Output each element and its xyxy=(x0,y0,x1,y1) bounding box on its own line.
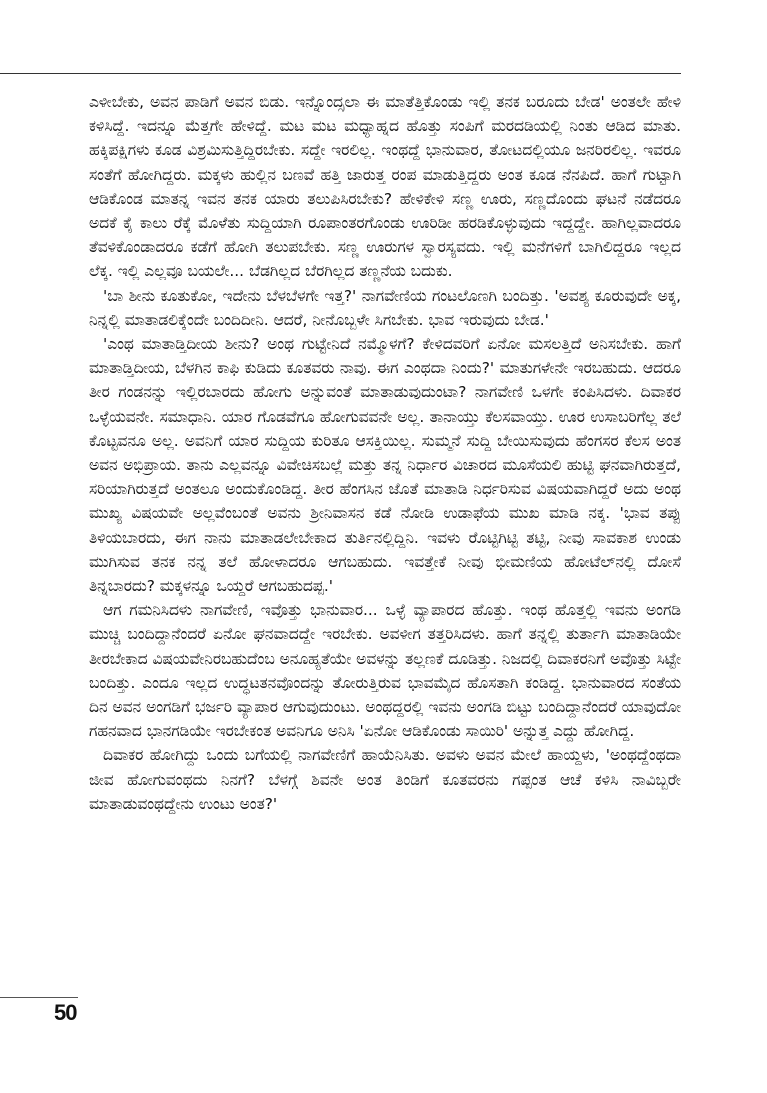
footer-rule xyxy=(0,997,78,998)
paragraph-5: ದಿವಾಕರ ಹೋಗಿದ್ದು ಒಂದು ಬಗೆಯಲ್ಲಿ ನಾಗವೇಣಿಗೆ ಹಾಯೆನಿಸಿತು. ಅವಳು ಅವನ ಮೇಲೆ ಹಾಯ್ದಳು, 'ಅಂಥದ್ದೆಂಥದಾ ಜೀವ ಹೋಗುವಂಥದು ನಿನಗೆ? ಬೆಳಗ್ಗೆ ಶಿವನೇ ಅಂತ ತಿಂಡಿಗೆ ಕೂತವರನು ಗಪ್ಪಂತ ಆಚೆ ಕಳಿಸಿ ನಾವಿಬ್ಬರೇ ಮಾತಾಡುವಂಥದ್ದೇನು ಉಂಟು ಅಂತ?' xyxy=(89,746,681,813)
paragraph-3: 'ಎಂಥ ಮಾತಾಡ್ತಿದೀಯ ಶೀನು? ಅಂಥ ಗುಟ್ಟೇನಿದೆ ನಮ್ಮೊಳಗೆ? ಕೇಳಿದವರಿಗೆ ಏನೋ ಮಸಲತ್ತಿದೆ ಅನಿಸಬೇಕು. ಹಾಗೆ ಮಾತಾಡ್ತಿದೀಯ, ಬೆಳಗಿನ ಕಾಫಿ ಕುಡಿದು ಕೂತವರು ನಾವು. ಈಗ ಎಂಥದಾ ನಿಂದು?' ಮಾತುಗಳೇನೇ ಇರಬಹುದು. ಆದರೂ ತೀರ ಗಂಡನನ್ನು ಇಲ್ಲಿರಬಾರದು ಹೋಗು ಅನ್ನುವಂತೆ ಮಾತಾಡುವುದುಂಟಾ? ನಾಗವೇಣಿ ಒಳಗೇ ಕಂಪಿಸಿದಳು. ದಿವಾಕರ ಒಳ್ಳೆಯವನೇ. ಸಮಾಧಾನಿ. ಯಾರ ಗೊಡವೆಗೂ ಹೋಗುವವನೇ ಅಲ್ಲ. ತಾನಾಯ್ತು ಕೆಲಸವಾಯ್ತು. ಊರ ಉಸಾಬರಿಗೆಲ್ಲ ತಲೆ ಕೊಟ್ಟವನೂ ಅಲ್ಲ. ಅವನಿಗೆ ಯಾರ ಸುದ್ದಿಯ ಕುರಿತೂ ಆಸಕ್ತಿಯಿಲ್ಲ. ಸುಮ್ಮನೆ ಸುದ್ದಿ ಬೇಯಿಸುವುದು ಹೆಂಗಸರ ಕೆಲಸ ಅಂತ ಅವನ ಅಭಿಪ್ರಾಯ. ತಾನು ಎಲ್ಲವನ್ನೂ ವಿವೇಚಿಸಬಲ್ಲೆ ಮತ್ತು ತನ್ನ ನಿರ್ಧಾರ ವಿಚಾರದ ಮೂಸೆಯಲಿ ಹುಟ್ಟಿ ಘನವಾಗಿರುತ್ತದೆ, ಸರಿಯಾಗಿರುತ್ತದೆ ಅಂತಲೂ ಅಂದುಕೊಂಡಿದ್ದ. ತೀರ ಹೆಂಗಸಿನ ಜೊತೆ ಮಾತಾಡಿ ನಿರ್ಧರಿಸುವ ವಿಷಯವಾಗಿದ್ದರೆ ಅದು ಅಂಥ ಮುಖ್ಯ ವಿಷಯವೇ ಅಲ್ಲವೆಂಬಂತೆ ಅವನು ಶ್ರೀನಿವಾಸನ ಕಡೆ ನೋಡಿ ಉಡಾಫೆಯ ಮುಖ ಮಾಡಿ ನಕ್ಕ. 'ಭಾವ ತಪ್ಪು ತಿಳಿಯಬಾರದು, ಈಗ ನಾನು ಮಾತಾಡಲೇಬೇಕಾದ ತುರ್ತಿನಲ್ಲಿದ್ದಿನಿ. ಇವಳು ರೊಟ್ಟಿಗಿಟ್ಟಿ ತಟ್ಟಿ, ನೀವು ಸಾವಕಾಶ ಉಂಡು ಮುಗಿಸುವ ತನಕ ನನ್ನ ತಲೆ ಹೋಳಾದರೂ ಆಗಬಹುದು. ಇವತ್ತೇಕೆ ನೀವು ಭೀಮಣಿಯ ಹೋಟೆಲ್‌ನಲ್ಲಿ ದೋಸೆ ತಿನ್ನಬಾರದು? ಮಕ್ಕಳನ್ನೂ ಒಯ್ದರೆ ಆಗಬಹುದಪ್ಪ.' xyxy=(89,335,681,596)
paragraph-2: 'ಬಾ ಶೀನು ಕೂತುಕೋ, ಇದೇನು ಬೆಳಬೆಳಗೇ ಇತ್ತ?' ನಾಗವೇಣಿಯ ಗಂಟಲೊಣಗಿ ಬಂದಿತ್ತು. 'ಅವಶ್ಯ ಕೂರುವುದೇ ಅಕ್ಕ, ನಿನ್ನಲ್ಲಿ ಮಾತಾಡಲಿಕ್ಕೆಂದೇ ಬಂದಿದೀನಿ. ಆದರೆ, ನೀನೊಬ್ಬಳೇ ಸಿಗಬೇಕು. ಭಾವ ಇರುವುದು ಬೇಡ.' xyxy=(89,286,681,329)
page-number: 50 xyxy=(54,1000,77,1025)
paragraph-4: ಆಗ ಗಮನಿಸಿದಳು ನಾಗವೇಣಿ, ಇವೊತ್ತು ಭಾನುವಾರ... ಒಳ್ಳೆ ವ್ಯಾಪಾರದ ಹೊತ್ತು. ಇಂಥ ಹೊತ್ತಲ್ಲಿ ಇವನು ಅಂಗಡಿ ಮುಚ್ಚಿ ಬಂದಿದ್ದಾನೆಂದರೆ ಏನೋ ಘನವಾದದ್ದೇ ಇರಬೇಕು. ಅವಳೀಗ ತತ್ತರಿಸಿದಳು. ಹಾಗೆ ತನ್ನಲ್ಲಿ ತುರ್ತಾಗಿ ಮಾತಾಡಿಯೇ ತೀರಬೇಕಾದ ವಿಷಯವೇನಿರಬಹುದೆಂಬ ಅನೂಹ್ಯತೆಯೇ ಅವಳನ್ನು ತಲ್ಲಣಕೆ ದೂಡಿತ್ತು. ನಿಜದಲ್ಲಿ ದಿವಾಕರನಿಗೆ ಅವೊತ್ತು ಸಿಟ್ಟೇ ಬಂದಿತ್ತು. ಎಂದೂ ಇಲ್ಲದ ಉದ್ಧಟತನವೊಂದನ್ನು ತೋರುತ್ತಿರುವ ಭಾವಮೈದ ಹೊಸತಾಗಿ ಕಂಡಿದ್ದ. ಭಾನುವಾರದ ಸಂತೆಯ ದಿನ ಅವನ ಅಂಗಡಿಗೆ ಭರ್ಜರಿ ವ್ಯಾಪಾರ ಆಗುವುದುಂಟು. ಅಂಥದ್ದರಲ್ಲಿ ಇವನು ಅಂಗಡಿ ಬಿಟ್ಟು ಬಂದಿದ್ದಾನೆಂದರೆ ಯಾವುದೋ ಗಹನವಾದ ಭಾನಗಡಿಯೇ ಇರಬೇಕಂತ ಅವನಿಗೂ ಅನಿಸಿ 'ಏನೋ ಆಡಿಕೊಂಡು ಸಾಯಿರಿ' ಅನ್ನುತ್ತ ಎದ್ದು ಹೋಗಿದ್ದ. xyxy=(89,601,681,741)
header-rule xyxy=(0,73,681,74)
page-body xyxy=(89,90,681,816)
paragraph-1: ಎಳೀಬೇಕು, ಅವನ ಪಾಡಿಗೆ ಅವನ ಬಿಡು. ಇನ್ನೊಂದ್ಸಲಾ ಈ ಮಾತೆತ್ತಿಕೊಂಡು ಇಲ್ಲಿ ತನಕ ಬರೂದು ಬೇಡ' ಅಂತಲೇ ಹೇಳಿ ಕಳಿಸಿದ್ದೆ. ಇದನ್ನೂ ಮೆತ್ತಗೇ ಹೇಳಿದ್ದೆ. ಮಟ ಮಟ ಮಧ್ಯಾಹ್ನದ ಹೊತ್ತು ಸಂಪಿಗೆ ಮರದಡಿಯಲ್ಲಿ ನಿಂತು ಆಡಿದ ಮಾತು. ಹಕ್ಕಿಪಕ್ಷಿಗಳು ಕೂಡ ವಿಶ್ರಮಿಸುತ್ತಿದ್ದಿರಬೇಕು. ಸದ್ದೇ ಇರಲಿಲ್ಲ. ಇಂಥದ್ದೆ ಭಾನುವಾರ, ತೋಟದಲ್ಲಿಯೂ ಜನರಿರಲಿಲ್ಲ. ಇವರೂ ಸಂತೆಗೆ ಹೋಗಿದ್ದರು. ಮಕ್ಕಳು ಹುಲ್ಲಿನ ಬಣವೆ ಹತ್ತಿ ಜಾರುತ್ತ ರಂಪ ಮಾಡುತ್ತಿದ್ದರು ಅಂತ ಕೂಡ ನೆನಪಿದೆ. ಹಾಗೆ ಗುಟ್ಟಾಗಿ ಆಡಿಕೊಂಡ ಮಾತನ್ನ ಇವನ ತನಕ ಯಾರು ತಲುಪಿಸಿರಬೇಕು? ಹೇಳಿಕೇಳಿ ಸಣ್ಣ ಊರು, ಸಣ್ಣದೊಂದು ಘಟನೆ ನಡೆದರೂ ಅದಕೆ ಕೈ ಕಾಲು ರೆಕ್ಕೆ ಮೊಳೆತು ಸುದ್ದಿಯಾಗಿ ರೂಪಾಂತರಗೊಂಡು ಊರಿಡೀ ಹರಡಿಕೊಳ್ಳುವುದು ಇದ್ದದ್ದೇ. ಹಾಗಿಲ್ಲವಾದರೂ ತೆವಳಿಕೊಂಡಾದರೂ ಕಡೆಗೆ ಹೋಗಿ ತಲುಪಬೇಕು. ಸಣ್ಣ ಊರುಗಳ ಸ್ವಾರಸ್ಯವದು. ಇಲ್ಲಿ ಮನೆಗಳಿಗೆ ಬಾಗಿಲಿದ್ದರೂ ಇಲ್ಲದ ಲೆಕ್ಕ. ಇಲ್ಲಿ ಎಲ್ಲವೂ ಬಯಲೇ... ಬೆಡಗಿಲ್ಲದ ಬೆರಗಿಲ್ಲದ ತಣ್ಣನೆಯ ಬದುಕು. xyxy=(89,93,681,281)
